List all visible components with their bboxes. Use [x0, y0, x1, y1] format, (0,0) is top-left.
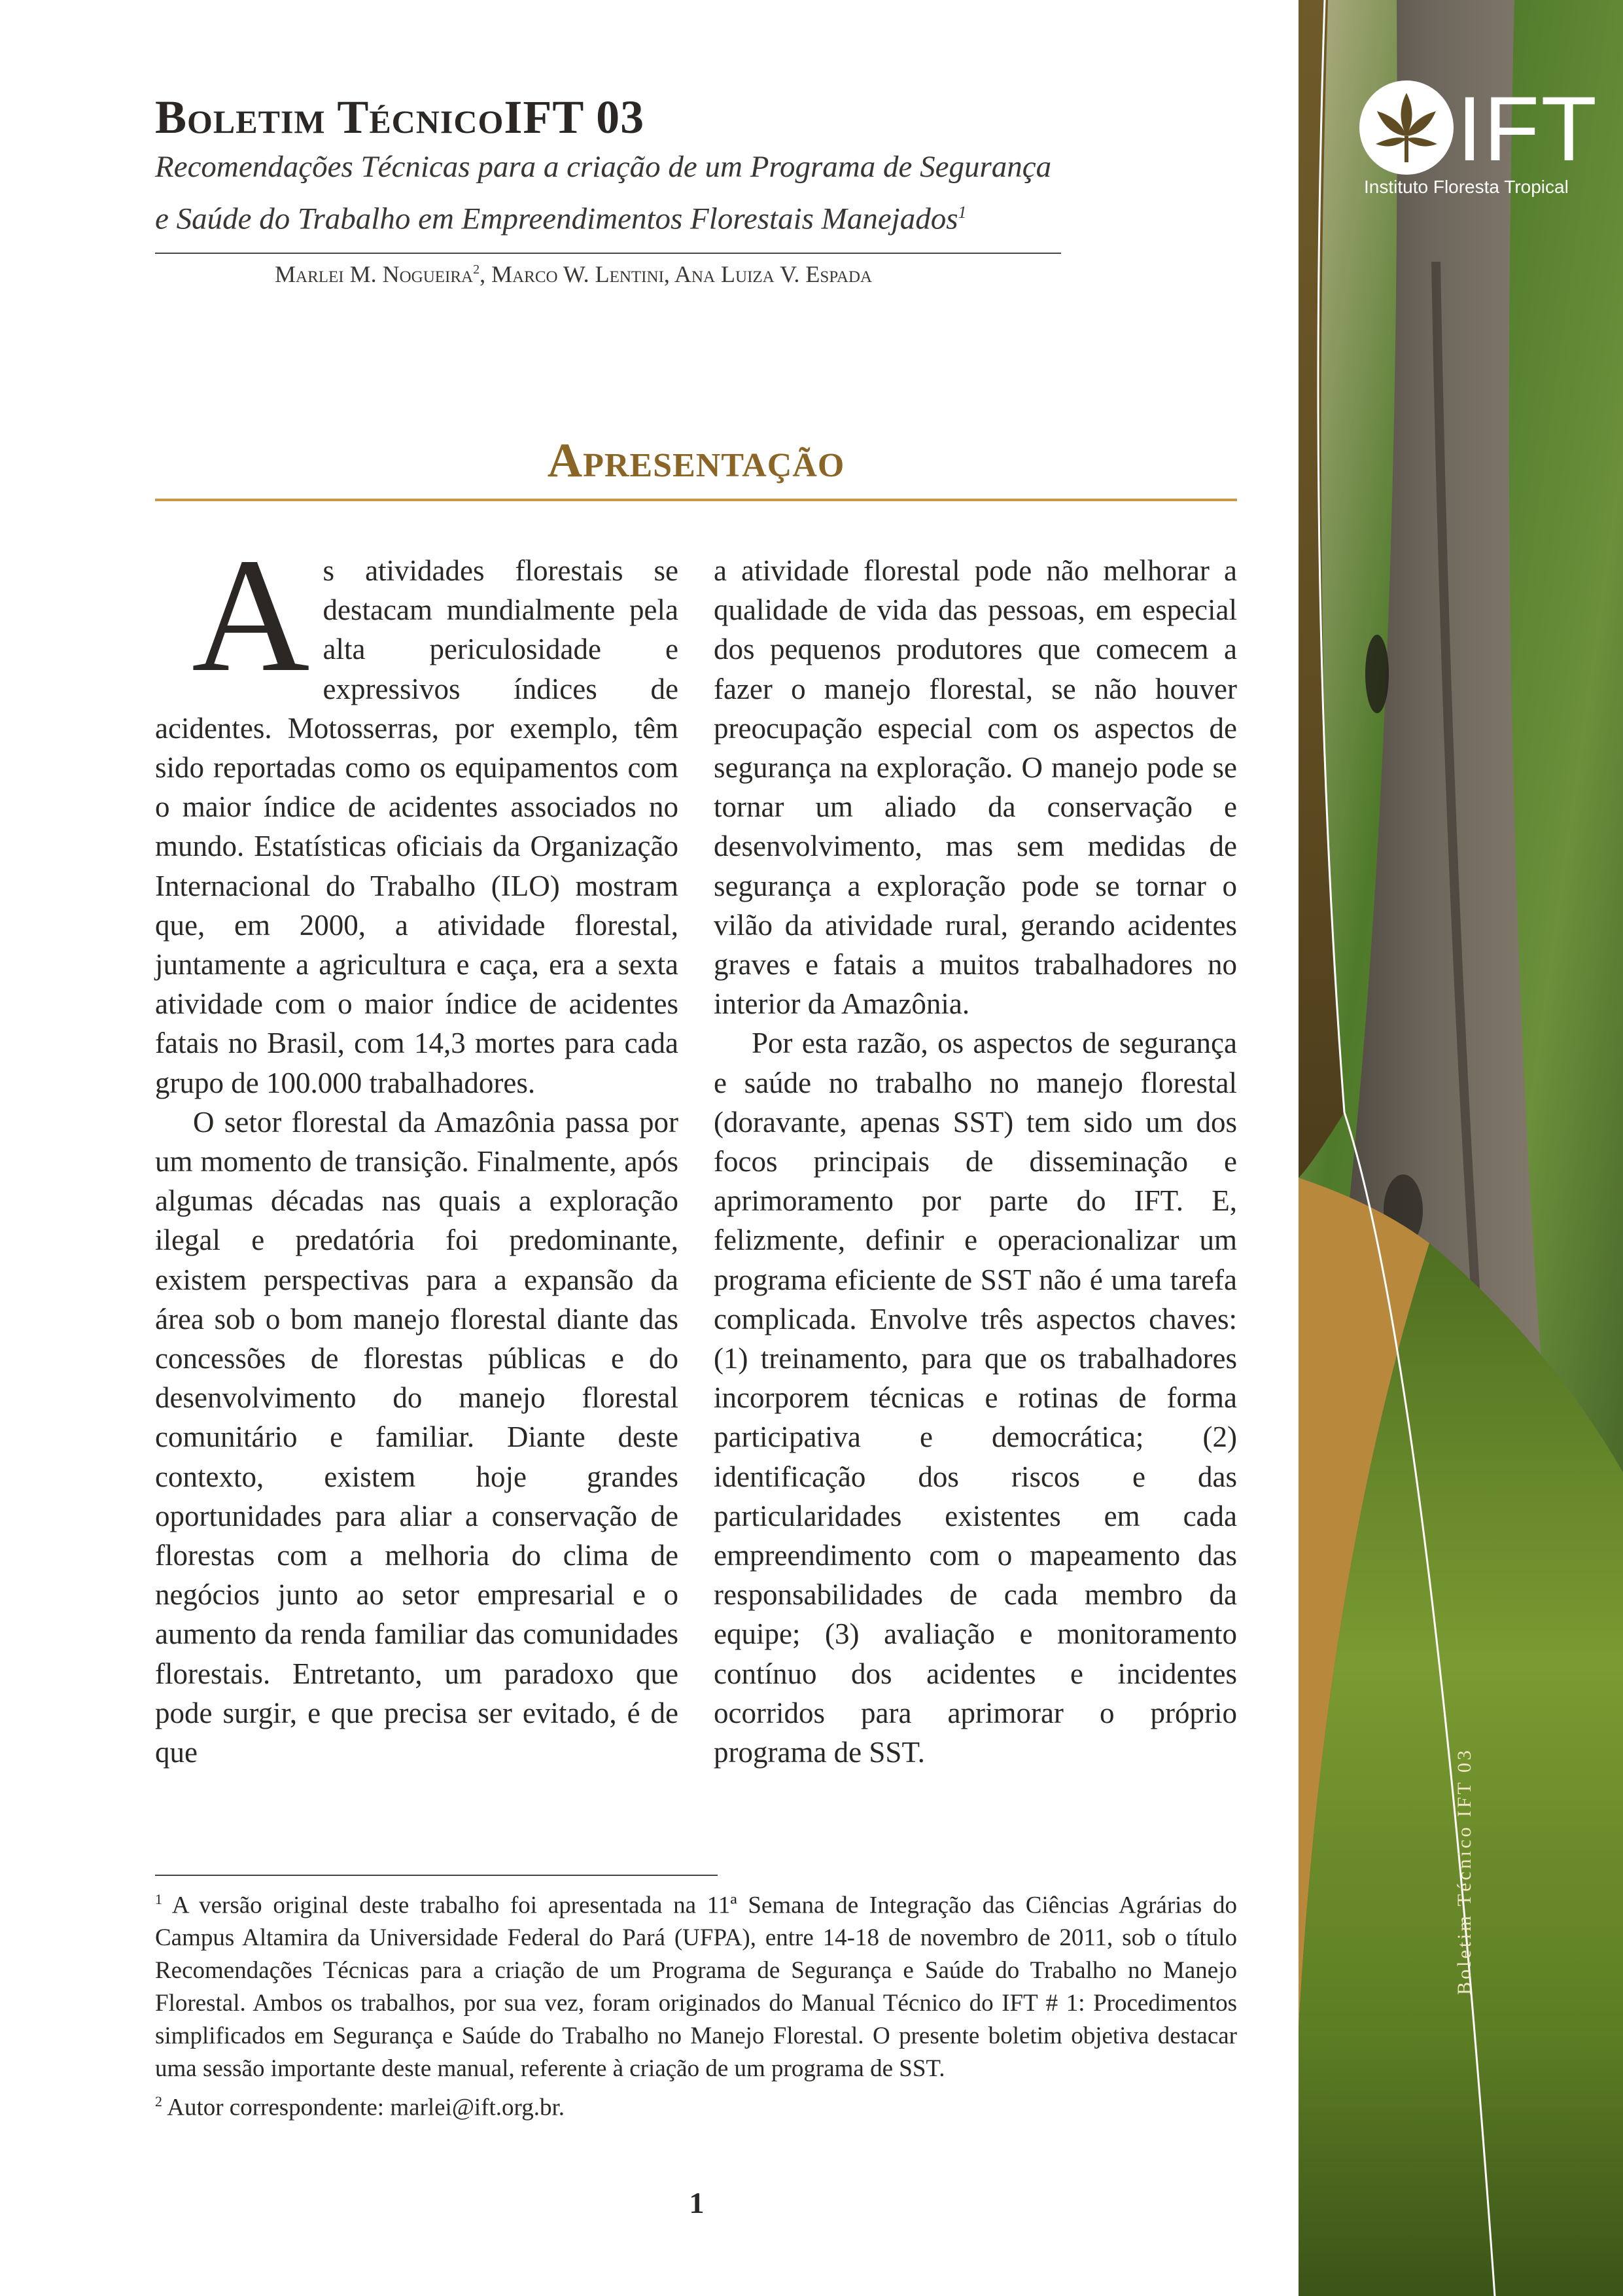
- footnote-2-text: Autor correspondente: marlei@ift.org.br.: [167, 2094, 565, 2121]
- author-1: Marlei M. Nogueira: [275, 261, 474, 287]
- paragraph-text: s atividades florestais se destacam mundialmente pela alta periculosidade e expressivos índices de acidentes. Motosserras, por exemplo, têm sido reportadas como os equipamentos com o maior índice de acidentes associados no mundo. Estatísticas oficiais da Organização Internacional do Trabalho (ILO) mostram que, em 2000, a atividade florestal, juntamente a agricultura e caça, era a sexta atividade com o maior índice de acidentes fatais no Brasil, com 14,3 mortes para cada grupo de 100.000 trabalhadores.: [155, 554, 678, 1099]
- body-column-right: [714, 551, 1237, 1772]
- subtitle-text: Recomendações Técnicas para a criação de um Programa de Segurança e Saúde do Trabalho em Empreendimentos Florestais Manejados: [155, 150, 1052, 236]
- paragraph: O setor florestal da Amazônia passa por um momento de transição. Finalmente, após algumas décadas nas quais a exploração ilegal e predatória foi predominante, existem perspectivas para a expansão da área sob o bom manejo florestal diante das concessões de florestas públicas e do desenvolvimento do manejo florestal comunitário e familiar. Diante deste contexto, existem hoje grandes oportunidades para aliar a conservação de florestas com a melhoria do clima de negócios junto ao setor empresarial e o aumento da renda familiar das comunidades florestais. Entretanto, um paradoxo que pode surgir, e que precisa ser evitado, é de que: [155, 1105, 678, 1769]
- footnote-1: [155, 1883, 1237, 2085]
- paragraph: a atividade florestal pode não melhorar a qualidade de vida das pessoas, em especial dos pequenos produtores que comecem a fazer o manejo florestal, se não houver preocupação especial com os aspectos de segurança na exploração. O manejo pode se tornar um aliado da conservação e desenvolvimento, mas sem medidas de segurança a exploração pode se tornar o vilão da atividade rural, gerando acidentes graves e fatais a muitos trabalhadores no interior da Amazônia.: [714, 554, 1237, 1021]
- document-subtitle: [155, 144, 1071, 242]
- document-title: [155, 90, 644, 145]
- authors: Marlei M. Nogueira$^2$, Marco W. Lentini, Ana Luiza V. Espada: [275, 261, 873, 287]
- title-small-caps: Boletim Técnico: [155, 91, 504, 143]
- leaf-logo-icon: [1357, 79, 1456, 177]
- footnote-1-text: A versão original deste trabalho foi apresentada na 11ª Semana de Integração das Ciências Agrárias do Campus Altamira da Universidade Federal do Pará (UFPA), entre 14-18 de novembro de 2011, sob o título Recomendações Técnicas para a criação de um Programa de Segurança e Saúde do Trabalho no Manejo Florestal. Ambos os trabalhos, por sua vez, foram originados do Manual Técnico do IFT # 1: Procedimentos simplificados em Segurança e Saúde do Trabalho no Manejo Florestal. O presente boletim objetiva destacar uma sessão importante deste manual, referente à criação de um programa de SST.: [155, 1892, 1237, 2083]
- footnote-1-marker: 1: [155, 1891, 162, 1907]
- paragraph: [155, 525, 678, 1103]
- footnote-divider: [155, 1875, 718, 1876]
- page-number: 1: [689, 2186, 705, 2219]
- logo-text: IFT: [1457, 77, 1598, 180]
- footnotes: [155, 1883, 1237, 2125]
- author-1-note: 2: [473, 262, 480, 277]
- section-divider: [155, 499, 1237, 501]
- author-2: Marco W. Lentini: [491, 261, 664, 287]
- title-rest: IFT 03: [504, 91, 645, 143]
- author-3: Ana Luiza V. Espada: [674, 261, 873, 287]
- logo-subtitle: Instituto Floresta Tropical: [1364, 177, 1569, 197]
- paragraph: Por esta razão, os aspectos de segurança e saúde no trabalho no manejo florestal (doravante, apenas SST) tem sido um dos focos principais de disseminação e aprimoramento por parte do IFT. E, felizmente, definir e operacionalizar um programa eficiente de SST não é uma tarefa complicada. Envolve três aspectos chaves: (1) treinamento, para que os trabalhadores incorporem técnicas e rotinas de forma participativa e democrática; (2) identificação dos riscos e das particularidades existentes em cada empreendimento com o mapeamento das responsabilidades de cada membro da equipe; (3) avaliação e monitoramento contínuo dos acidentes e incidentes ocorridos para aprimorar o próprio programa de SST.: [714, 1027, 1237, 1769]
- ift-logo: [1357, 77, 1598, 209]
- body-column-left: [155, 525, 678, 1772]
- subtitle-footnote-marker: 1: [958, 203, 967, 222]
- header-divider: [155, 253, 1061, 254]
- footnote-2-marker: 2: [155, 2093, 162, 2110]
- footnote-2: [155, 2085, 1237, 2124]
- drop-cap: A: [192, 525, 310, 706]
- side-label: Boletim Técnico IFT 03: [1454, 1748, 1475, 1995]
- section-heading: Apresentação: [547, 434, 845, 487]
